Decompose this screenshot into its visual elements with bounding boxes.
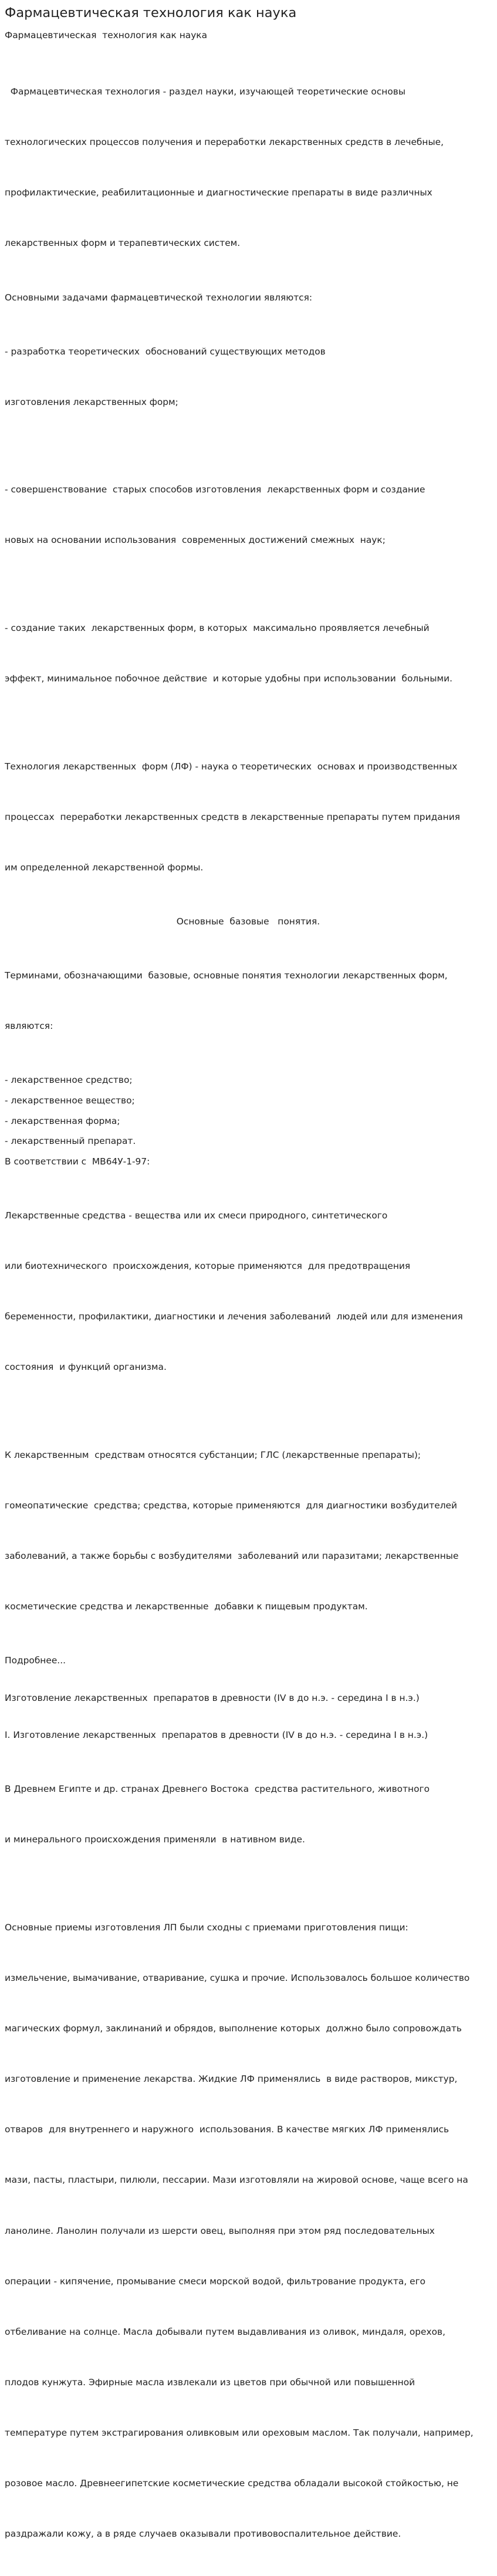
basic-concepts-heading: Основные базовые понятия.	[5, 913, 492, 930]
intro-line: лекарственных форм и терапевтических систем.	[5, 235, 492, 252]
blank-line	[5, 1706, 492, 1723]
intro-line: технологических процессов получения и переработки лекарственных средств в лечебные,	[5, 134, 492, 151]
technology-definition: Технология лекарственных форм (ЛФ) - наука о теоретических основах и производственных процессах переработки лекарственных средств в лекарственные препараты путем придания им определенной лекарственной формы.	[5, 724, 492, 910]
standard-reference: В соответствии с МВ64У-1-97:	[5, 1153, 492, 1170]
blank-line	[5, 1669, 492, 1686]
task-item: - совершенствование старых способов изготовления лекарственных форм и создание новых на основании использования современных достижений смежных наук;	[5, 448, 492, 583]
term-item: - лекарственное вещество;	[5, 1092, 492, 1109]
more-link[interactable]: Подробнее...	[5, 1652, 492, 1669]
article	[5, 0, 492, 2576]
drugs-definition: Лекарственные средства - вещества или их смеси природного, синтетического или биотехнического происхождения, которые применяются для предотвращения беременности, профилактики, диагностики и лечения заболеваний людей или для изменения состояния и функций организма.	[5, 1174, 492, 1410]
intro-paragraph	[5, 50, 492, 286]
methods-paragraph: Основные приемы изготовления ЛП были сходны с приемами приготовления пищи: измельчение, вымачивание, отваривание, сушка и прочие. Использовалось большое количество магических формул, заклинаний и обрядов, выполнение которых должно было сопровождать изготовление и применение лекарства. Жидкие ЛФ применялись в виде растворов, микстур, отваров для внутреннего и наружного использования. В качестве мягких ЛФ применялись мази, пасты, пластыри, пилюли, пессарии. Мази изготовляли на жировой основе, чаще всего на ланолине. Ланолин получали из шерсти овец, выполняя при этом ряд последовательных операции - кипячение, промывание смеси морской водой, фильтрование продукта, его отбеливание на солнце. Масла добывали путем выдавливания из оливок, миндаля, орехов, плодов кунжута. Эфирные масла извлекали из цветов при обычной или повышенной температуре путем экстрагирования оливковым или ореховым маслом. Так получали, например, розовое масло. Древнеегипетские косметические средства обладали высокой стойкостью, не раздражали кожу, а в ряде случаев оказывали противовоспалительное действие.	[5, 1886, 492, 2576]
task-item: - создание таких лекарственных форм, в которых максимально проявляется лечебный эффект, минимальное побочное действие и которые удобны при использовании больными.	[5, 586, 492, 721]
subtitle: Фармацевтическая технология как наука	[5, 27, 492, 44]
terms-intro: Терминами, обозначающими базовые, основные понятия технологии лекарственных форм, являются:	[5, 934, 492, 1069]
page-title: Фармацевтическая технология как наука	[5, 5, 492, 21]
intro-line: Фармацевтическая технология - раздел науки, изучающей теоретические основы	[5, 83, 492, 100]
tasks-heading: Основными задачами фармацевтической технологии являются:	[5, 289, 492, 306]
term-item: - лекарственный препарат.	[5, 1133, 492, 1150]
section-heading: I. Изготовление лекарственных препаратов в древности (IV в до н.э. - середина I в н.э.)	[5, 1727, 492, 1744]
task-item: - разработка теоретических обоснований существующих методов изготовления лекарственных форм;	[5, 309, 492, 444]
term-item: - лекарственная форма;	[5, 1113, 492, 1130]
section-link[interactable]: Изготовление лекарственных препаратов в древности (IV в до н.э. - середина I в н.э.)	[5, 1690, 492, 1707]
drugs-include: К лекарственным средствам относятся субстанции; ГЛС (лекарственные препараты); гомеопатические средства; средства, которые применяются для диагностики возбудителей заболеваний, а также борьбы с возбудителями заболеваний или паразитами; лекарственные косметические средства и лекарственные добавки к пищевым продуктам.	[5, 1413, 492, 1649]
egypt-intro: В Древнем Египте и др. странах Древнего Востока средства растительного, животного и минерального происхождения применяли в нативном виде.	[5, 1747, 492, 1882]
intro-line: профилактические, реабилитационные и диагностические препараты в виде различных	[5, 184, 492, 201]
term-item: - лекарственное средство;	[5, 1072, 492, 1089]
